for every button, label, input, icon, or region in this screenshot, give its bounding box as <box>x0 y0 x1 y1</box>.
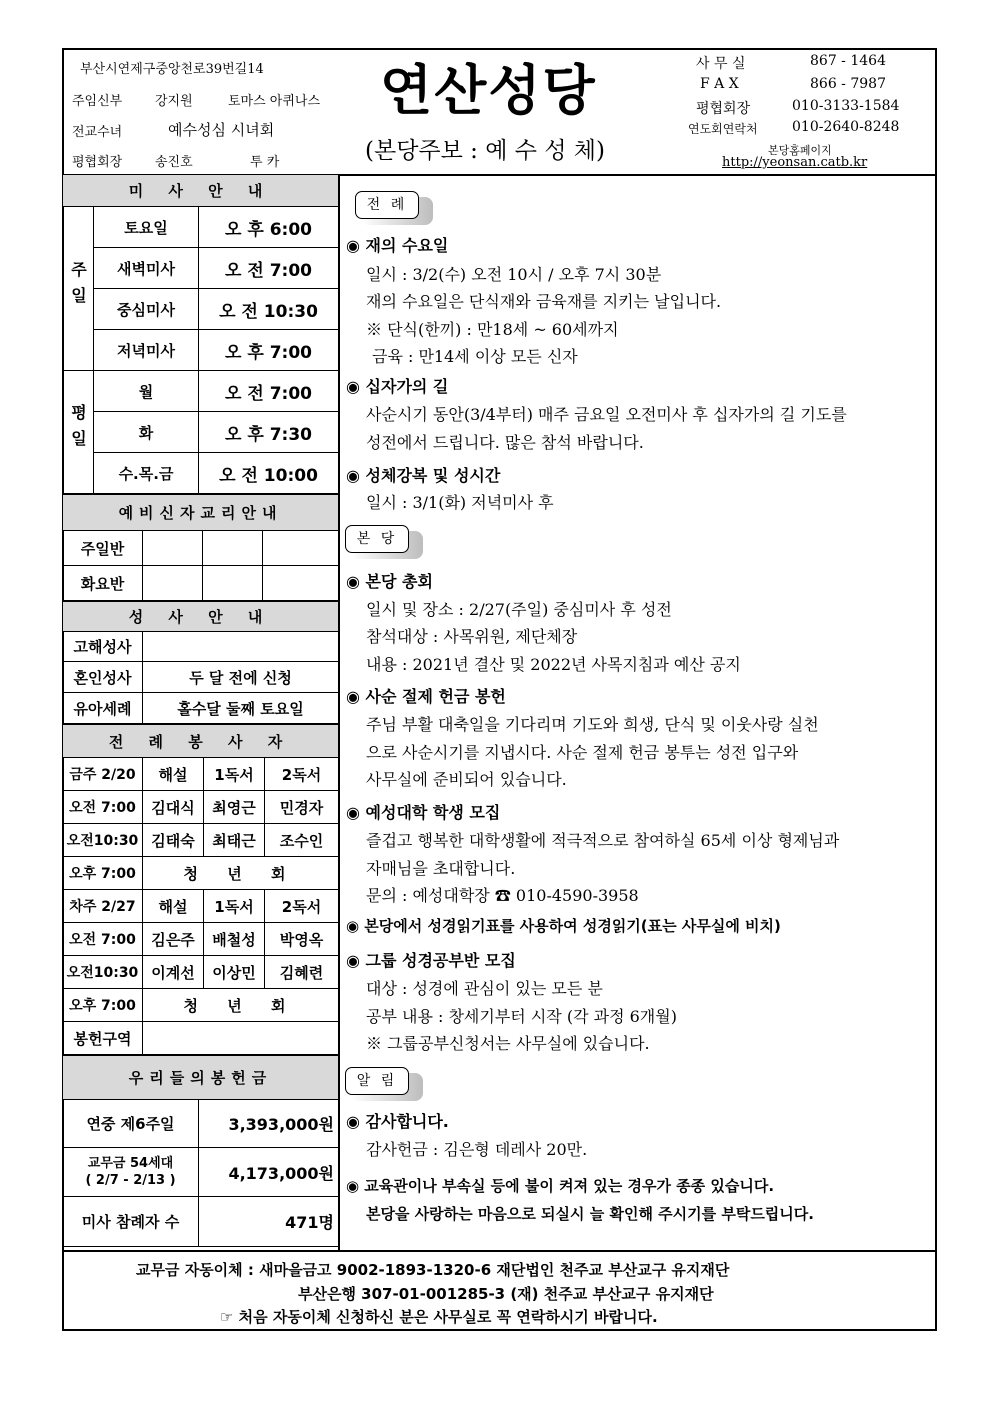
attendance-count: 471명 <box>199 1197 339 1247</box>
evening-ministers: 청 년 회 <box>143 857 339 890</box>
office-label: 사 무 실 <box>696 56 746 72</box>
item-title: ◉ 성체강복 및 성시간 <box>346 466 501 485</box>
sacrament-value: 홀수달 둘째 토요일 <box>143 693 339 724</box>
minister-name: 이계선 <box>143 956 204 989</box>
attendance-label: 미사 참례자 수 <box>63 1197 199 1247</box>
mass-time: 오 전 7:00 <box>199 371 339 412</box>
offering-area-label: 봉헌구역 <box>63 1022 143 1055</box>
minister-name: 민경자 <box>265 791 339 824</box>
minister-name: 김태숙 <box>143 824 204 857</box>
offering-name-line2: ( 2/7 - 2/13 ) <box>85 1173 176 1188</box>
item-title: ◉ 본당에서 성경읽기표를 사용하여 성경읽기(표는 사무실에 비치) <box>346 917 781 935</box>
sacrament-name: 고해성사 <box>63 632 143 662</box>
offering-name: 연중 제6주일 <box>63 1100 199 1148</box>
mass-time: 오전 7:00 <box>63 923 143 956</box>
mass-time: 오후 7:00 <box>63 857 143 890</box>
bulletin-subtitle: (본당주보 : 예 수 성 체) <box>365 138 605 164</box>
catechism-table <box>62 494 339 601</box>
week-date: 차주 2/27 <box>63 890 143 923</box>
role-header: 1독서 <box>204 890 265 923</box>
item-line: 사순시기 동안(3/4부터) 매주 금요일 오전미사 후 십자가의 길 기도를 <box>366 405 847 424</box>
item-title: ◉ 재의 수요일 <box>346 236 449 255</box>
minister-name: 김은주 <box>143 923 204 956</box>
offering-name <box>63 1148 199 1197</box>
mass-name: 토요일 <box>94 207 199 248</box>
sacrament-name: 혼인성사 <box>63 662 143 693</box>
missionary-name: 예수성심 시녀회 <box>168 121 275 139</box>
item-line: 문의 : 예성대학장 ☎ 010-4590-3958 <box>366 886 639 905</box>
office-phone: 867 - 1464 <box>810 53 886 69</box>
minister-name: 이상민 <box>204 956 265 989</box>
item-line: 일시 및 장소 : 2/27(주일) 중심미사 후 성전 <box>366 600 672 619</box>
ministers-table <box>62 724 339 1055</box>
minister-name: 김혜련 <box>265 956 339 989</box>
mass-name: 화 <box>94 412 199 453</box>
mass-time: 오 전 10:30 <box>199 289 339 330</box>
item-title: ◉ 예성대학 학생 모집 <box>346 803 501 822</box>
item-title: ◉ 사순 절제 헌금 봉헌 <box>346 687 506 706</box>
sacrament-table <box>62 601 339 724</box>
mass-time: 오 후 6:00 <box>199 207 339 248</box>
item-line: 사무실에 준비되어 있습니다. <box>366 770 567 789</box>
ministers-heading: 전 례 봉 사 자 <box>63 725 339 758</box>
catechism-class: 주일반 <box>63 531 143 566</box>
item-line: 내용 : 2021년 결산 및 2022년 사목지침과 예산 공지 <box>366 655 741 674</box>
tag-notice: 알 림 <box>345 1067 409 1095</box>
week-date: 금주 2/20 <box>63 758 143 791</box>
minister-name: 조수인 <box>265 824 339 857</box>
fax-label: F A X <box>700 76 739 92</box>
footer-line3: ☞ 처음 자동이체 신청하신 분은 사무실로 꼭 연락하시기 바랍니다. <box>220 1308 658 1326</box>
sacrament-name: 유아세례 <box>63 693 143 724</box>
mass-time: 오전 7:00 <box>63 791 143 824</box>
item-line: 본당을 사랑하는 마음으로 되실시 늘 확인해 주시기를 부탁드립니다. <box>366 1205 814 1223</box>
yeondo-label: 연도회연락처 <box>688 122 758 136</box>
role-header: 1독서 <box>204 758 265 791</box>
item-title: ◉ 본당 총회 <box>346 572 433 591</box>
evening-ministers: 청 년 회 <box>143 989 339 1022</box>
offering-amount: 4,173,000원 <box>199 1148 339 1197</box>
mass-time: 오 후 7:30 <box>199 412 339 453</box>
minister-name: 박영옥 <box>265 923 339 956</box>
council-contact-label: 평협회장 <box>696 101 751 117</box>
item-line: 일시 : 3/2(수) 오전 10시 / 오후 7시 30분 <box>366 265 662 284</box>
role-header: 해설 <box>143 890 204 923</box>
item-line: 자매님을 초대합니다. <box>366 859 516 878</box>
catechism-heading: 예비신자교리안내 <box>63 495 339 531</box>
catechism-class: 화요반 <box>63 566 143 601</box>
item-line: ※ 그룹공부신청서는 사무실에 있습니다. <box>366 1034 650 1053</box>
sacrament-value: 두 달 전에 신청 <box>143 662 339 693</box>
offerings-heading: 우리들의봉헌금 <box>63 1056 339 1100</box>
item-line: 대상 : 성경에 관심이 있는 모든 분 <box>366 979 603 998</box>
mass-heading: 미 사 안 내 <box>63 175 339 207</box>
offering-name-line1: 교무금 54세대 <box>87 1156 174 1171</box>
council-contact-phone: 010-3133-1584 <box>792 98 900 114</box>
item-line: 으로 사순시기를 지냅시다. 사순 절제 헌금 봉투는 성전 입구와 <box>366 743 799 762</box>
address: 부산시연제구중앙천로39번길14 <box>80 62 264 77</box>
footer-divider <box>62 1250 937 1252</box>
item-title: ◉ 교육관이나 부속실 등에 불이 켜져 있는 경우가 종종 있습니다. <box>346 1177 775 1195</box>
minister-name: 최태근 <box>204 824 265 857</box>
mass-name: 저녁미사 <box>94 330 199 371</box>
fax-phone: 866 - 7987 <box>810 76 886 92</box>
mass-name: 새벽미사 <box>94 248 199 289</box>
item-line: 참석대상 : 사목위원, 제단체장 <box>366 627 578 646</box>
parish-title: 연산성당 <box>380 59 597 122</box>
footer-line2: 부산은행 307-01-001285-3 (재) 천주교 부산교구 유지재단 <box>298 1285 714 1303</box>
sunday-label: 주일 <box>63 207 94 371</box>
mass-time: 오 전 7:00 <box>199 248 339 289</box>
sacrament-heading: 성 사 안 내 <box>63 602 339 632</box>
mass-time: 오 전 10:00 <box>199 453 339 494</box>
minister-name: 배철성 <box>204 923 265 956</box>
mass-schedule-table <box>62 174 339 494</box>
pastor-label: 주임신부 <box>72 94 123 109</box>
item-title: ◉ 십자가의 길 <box>346 377 449 396</box>
mass-time: 오 후 7:00 <box>199 330 339 371</box>
council-label: 평협회장 <box>72 155 123 170</box>
item-line: 주님 부활 대축일을 기다리며 기도와 희생, 단식 및 이웃사랑 실천 <box>366 715 819 734</box>
item-line: 감사헌금 : 김은형 데레사 20만. <box>366 1140 588 1159</box>
item-line: 재의 수요일은 단식재와 금육재를 지키는 날입니다. <box>366 292 722 311</box>
homepage-label: 본당홈페이지 <box>768 144 832 157</box>
council-name: 송진호 <box>155 155 193 170</box>
mass-time: 오후 7:00 <box>63 989 143 1022</box>
tag-parish: 본 당 <box>345 525 409 553</box>
item-line: 성전에서 드립니다. 많은 참석 바랍니다. <box>366 433 644 452</box>
pastor-baptismal-name: 토마스 아퀴나스 <box>228 94 321 109</box>
item-line: 금육 : 만14세 이상 모든 신자 <box>372 347 578 366</box>
minister-name: 최영근 <box>204 791 265 824</box>
mass-time: 오전10:30 <box>63 824 143 857</box>
offerings-table <box>62 1055 339 1247</box>
item-line: ※ 단식(한끼) : 만18세 ~ 60세까지 <box>366 320 619 339</box>
offering-amount: 3,393,000원 <box>199 1100 339 1148</box>
minister-name: 김대식 <box>143 791 204 824</box>
item-line: 즐겁고 행복한 대학생활에 적극적으로 참여하실 65세 이상 형제님과 <box>366 831 840 850</box>
item-title: ◉ 그룹 성경공부반 모집 <box>346 951 516 970</box>
left-column <box>62 174 338 1247</box>
mass-name: 수.목.금 <box>94 453 199 494</box>
weekday-label: 평일 <box>63 371 94 494</box>
mass-time: 오전10:30 <box>63 956 143 989</box>
council-baptismal-name: 투 카 <box>250 155 280 170</box>
mass-name: 중심미사 <box>94 289 199 330</box>
role-header: 2독서 <box>265 890 339 923</box>
item-line: 일시 : 3/1(화) 저녁미사 후 <box>366 493 554 512</box>
missionary-label: 전교수녀 <box>72 125 123 140</box>
footer-line1: 교무금 자동이체 : 새마을금고 9002-1893-1320-6 재단법인 천주교 부산교구 유지재단 <box>136 1261 730 1279</box>
item-line: 공부 내용 : 창세기부터 시작 (각 과정 6개월) <box>366 1007 677 1026</box>
yeondo-phone: 010-2640-8248 <box>792 119 900 135</box>
role-header: 2독서 <box>265 758 339 791</box>
sacrament-value <box>143 632 339 662</box>
role-header: 해설 <box>143 758 204 791</box>
pastor-name: 강지원 <box>155 94 193 109</box>
item-title: ◉ 감사합니다. <box>346 1112 449 1131</box>
tag-liturgy: 전 례 <box>355 191 419 219</box>
mass-name: 월 <box>94 371 199 412</box>
homepage-link[interactable]: http://yeonsan.catb.kr <box>722 155 868 170</box>
